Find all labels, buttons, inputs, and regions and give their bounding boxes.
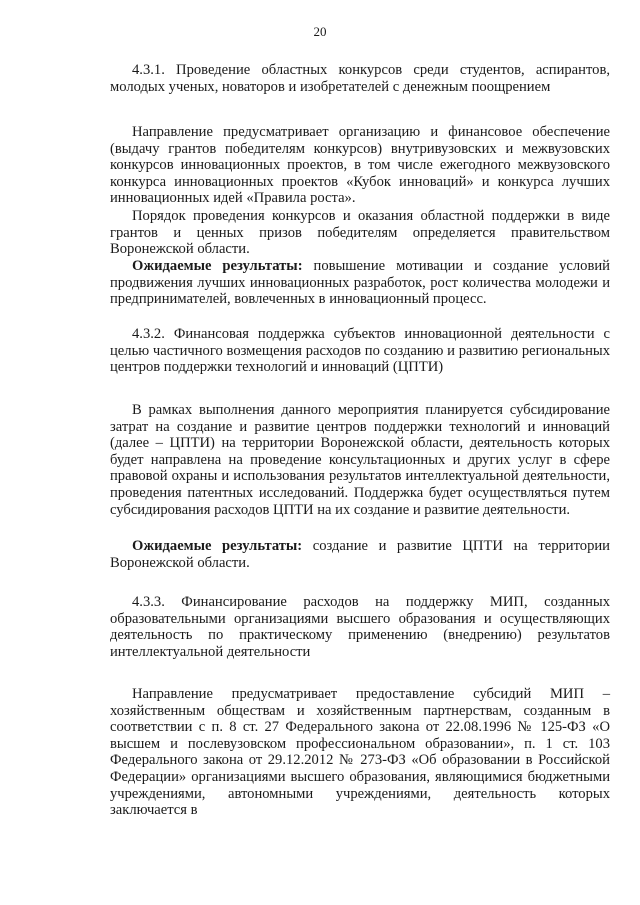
section-4-3-1-paragraph-2: Порядок проведения конкурсов и оказания областной поддержки в виде грантов и ценных призов победителям определяется правительством Воронежской области. [110,208,610,258]
section-4-3-2-results [110,538,610,571]
section-4-3-3-paragraph-1: Направление предусматривает предоставление субсидий МИП – хозяйственным обществам и хозяйственным партнерствам, созданным в соответствии с п. 8 ст. 27 Федерального закона от 22.08.1996 № 125-ФЗ «О высшем и послевузовском профессиональном образовании», п. 1 ст. 103 Федерального закона от 29.12.2012 № 273-ФЗ «Об образовании в Российской Федерации» организациями высшего образования, являющимися бюджетными учреждениями, автономными учреждениями, деятельность которых заключается в [110,686,610,819]
page-number: 20 [313,24,327,39]
section-4-3-1-paragraph-1: Направление предусматривает организацию и финансовое обеспечение (выдачу грантов победителям конкурсов) внутривузовских и межвузовских конкурсов инновационных проектов, в том числе ежегодного межвузовского конкурса инновационных проектов «Кубок инноваций» и конкурса лучших инновационных идей «Правила роста». [110,124,610,207]
section-heading-4-3-3: 4.3.3. Финансирование расходов на поддержку МИП, созданных образовательными организациями высшего образования и осуществляющих деятельность по практическому применению (внедрению) результатов интеллектуальной деятельности [110,594,610,660]
results-text: повышение мотивации и создание условий продвижения лучших инновационных разработок, рост количества молодежи и предпринимателей, вовлеченных в инновационный процесс. [110,258,610,308]
results-label: Ожидаемые результаты: [132,258,303,274]
results-label: Ожидаемые результаты: [132,538,303,554]
section-4-3-1-results [110,258,610,308]
results-text: создание и развитие ЦПТИ на территории Воронежской области. [110,538,610,571]
section-4-3-2-paragraph-1: В рамках выполнения данного мероприятия планируется субсидирование затрат на создание и развитие центров поддержки технологий и инноваций (далее – ЦПТИ) на территории Воронежской области, деятельность которых будет направлена на проведение консультационных и других услуг в сфере правовой охраны и использования результатов интеллектуальной деятельности, проведения патентных исследований. Поддержка будет осуществляться путем субсидирования расходов ЦПТИ на их создание и развитие деятельности. [110,402,610,518]
section-heading-4-3-1: 4.3.1. Проведение областных конкурсов среди студентов, аспирантов, молодых ученых, новаторов и изобретателей с денежным поощрением [110,62,610,95]
section-heading-4-3-2: 4.3.2. Финансовая поддержка субъектов инновационной деятельности с целью частичного возмещения расходов по созданию и развитию региональных центров поддержки технологий и инноваций (ЦПТИ) [110,326,610,376]
